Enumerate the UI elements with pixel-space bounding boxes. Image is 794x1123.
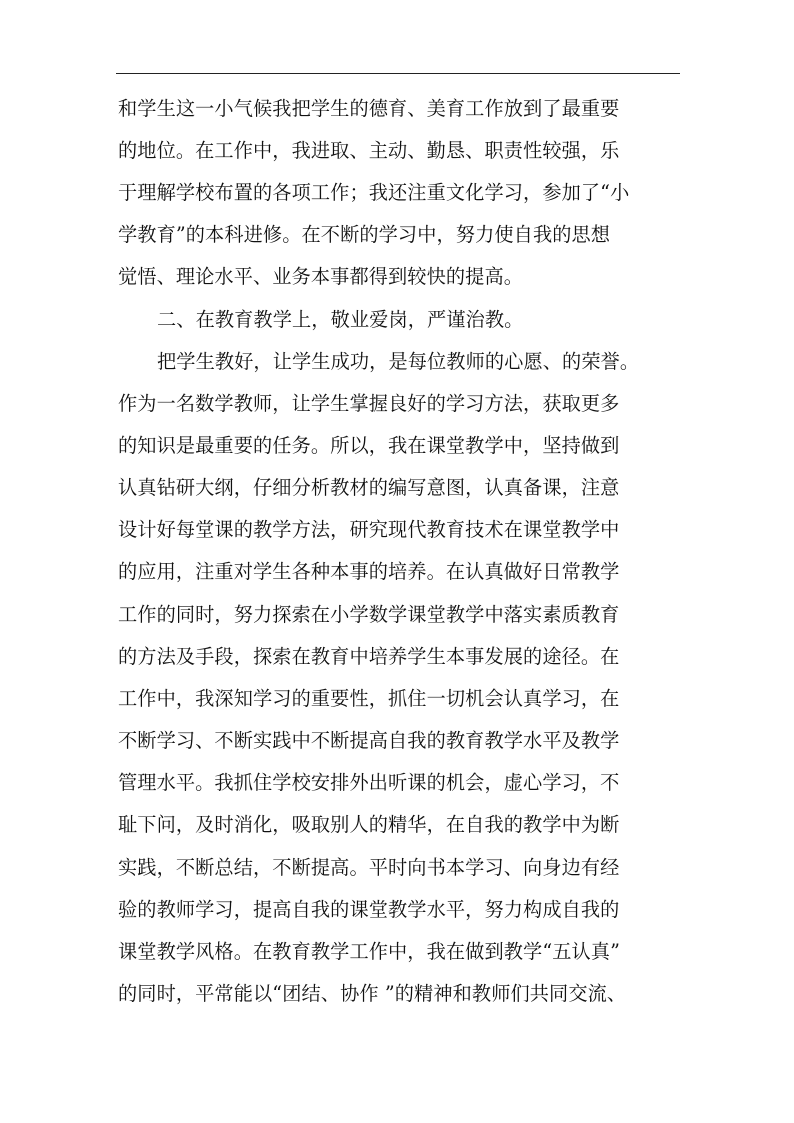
text-line: 工作中，我深知学习的重要性，抓住一切机会认真学习，在 [118,687,620,710]
text-line: 的应用，注重对学生各种本事的培养。在认真做好日常教学 [118,560,620,583]
text-line: 的知识是最重要的任务。所以，我在课堂教学中，坚持做到 [118,434,620,457]
text-line: 课堂教学风格。在教育教学工作中，我在做到教学“五认真” [118,940,621,963]
text-line: 作为一名数学教师，让学生掌握良好的学习方法，获取更多 [118,392,620,415]
text-line: 学教育”的本科进修。在不断的学习中，努力使自我的思想 [118,223,611,246]
text-line: 于理解学校布置的各项工作；我还注重文化学习，参加了“小 [118,181,630,204]
text-line: 的方法及手段，探索在教育中培养学生本事发展的途径。在 [118,645,620,668]
text-line: 工作的同时，努力探索在小学数学课堂教学中落实素质教育 [118,603,620,626]
text-line: 实践，不断总结，不断提高。平时向书本学习、向身边有经 [118,856,620,879]
text-line: 认真钻研大纲，仔细分析教材的编写意图，认真备课，注意 [118,476,620,499]
text-line: 的同时，平常能以“团结、协作 ”的精神和教师们共同交流、 [118,982,627,1005]
text-line: 管理水平。我抓住学校安排外出听课的机会，虚心学习，不 [118,771,620,794]
text-line: 和学生这一小气候我把学生的德育、美育工作放到了最重要 [118,97,620,120]
text-line: 设计好每堂课的教学方法，研究现代教育技术在课堂教学中 [118,518,620,541]
header-rule [116,73,680,74]
text-line: 觉悟、理论水平、业务本事都得到较快的提高。 [118,265,524,288]
text-line: 不断学习、不断实践中不断提高自我的教育教学水平及教学 [118,729,620,752]
text-line: 验的教师学习，提高自我的课堂教学水平，努力构成自我的 [118,898,620,921]
text-line: 的地位。在工作中，我进取、主动、勤恳、职责性较强，乐 [118,139,620,162]
section-heading: 二、在教育教学上，敬业爱岗，严谨治教。 [157,308,524,331]
text-line: 耻下问，及时消化，吸取别人的精华，在自我的教学中为断 [118,813,620,836]
paragraph-first-line: 把学生教好，让学生成功，是每位教师的心愿、的荣誉。 [157,350,640,373]
